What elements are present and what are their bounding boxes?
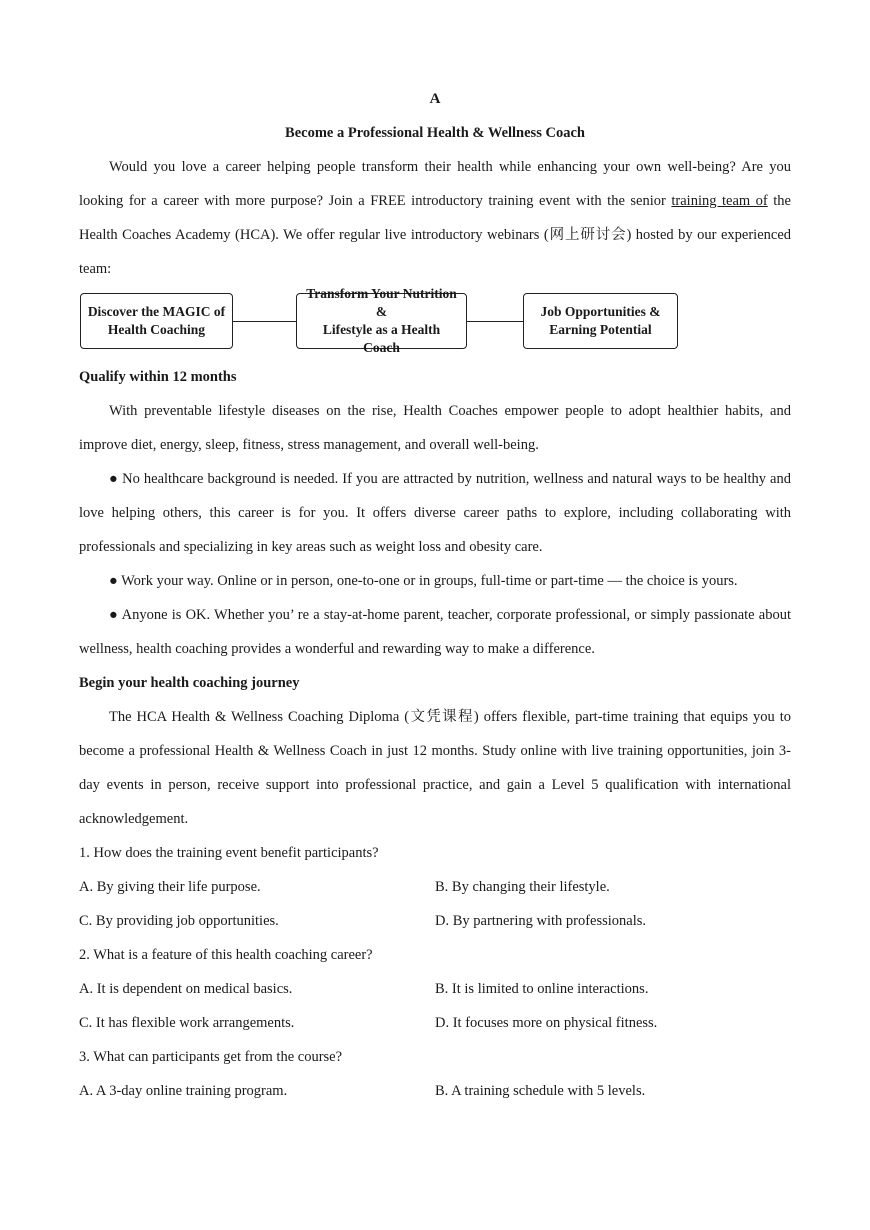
option-a: A. By giving their life purpose.	[79, 879, 261, 895]
webinar-flow-diagram	[79, 286, 791, 358]
question-stem: 1. How does the training event benefit participants?	[79, 845, 379, 861]
option-row	[79, 1074, 791, 1108]
section-heading-qualify: Qualify within 12 months	[79, 369, 237, 385]
option-d: D. By partnering with professionals.	[435, 913, 647, 929]
option-row	[79, 1006, 791, 1040]
question-stem: 3. What can participants get from the course?	[79, 1049, 343, 1065]
option-a: A. A 3-day online training program.	[79, 1083, 288, 1099]
flow-connector	[233, 321, 296, 322]
intro-text-2: the Health Coaches Academy (HCA). We offer regular live introductory webinars (网上研讨会) hosted by our experienced team:	[79, 193, 791, 277]
document-page	[79, 82, 791, 1108]
option-c: C. It has flexible work arrangements.	[79, 1015, 295, 1031]
bullet-item: ● No healthcare background is needed. If you are attracted by nutrition, wellness and natural ways to be healthy and love helping others, this career is for you. It offers diverse career paths to explore, including collaborating with professionals and specializing in key areas such as weight loss and obesity care.	[79, 471, 791, 555]
flow-box-jobs: Job Opportunities & Earning Potential	[523, 293, 678, 349]
option-row	[79, 904, 791, 938]
flow-connector	[467, 321, 523, 322]
intro-underlined-text: training team of	[671, 193, 768, 209]
option-d: D. It focuses more on physical fitness.	[435, 1015, 658, 1031]
option-b: B. A training schedule with 5 levels.	[435, 1083, 646, 1099]
journey-paragraph: The HCA Health & Wellness Coaching Diploma (文凭课程) offers flexible, part-time training that equips you to become a professional Health & Wellness Coach in just 12 months. Study online with live training opportunities, join 3-day events in person, receive support into professional practice, and gain a Level 5 qualification with international acknowledgement.	[79, 709, 791, 827]
section-heading-journey: Begin your health coaching journey	[79, 675, 300, 691]
article-title: Become a Professional Health & Wellness Coach	[285, 125, 585, 141]
option-c: C. By providing job opportunities.	[79, 913, 279, 929]
intro-text-1: Would you love a career helping people transform their health while enhancing your own well-being? Are you looking for a career with more purpose? Join a FREE introductory training event with the senior	[79, 159, 791, 209]
option-b: B. By changing their lifestyle.	[435, 879, 610, 895]
option-a: A. It is dependent on medical basics.	[79, 981, 293, 997]
option-row	[79, 870, 791, 904]
question-stem: 2. What is a feature of this health coaching career?	[79, 947, 373, 963]
bullet-item: ● Work your way. Online or in person, one-to-one or in groups, full-time or part-time — the choice is yours.	[109, 573, 738, 589]
intro-paragraph	[79, 150, 791, 286]
qualify-paragraph: With preventable lifestyle diseases on the rise, Health Coaches empower people to adopt healthier habits, and improve diet, energy, sleep, fitness, stress management, and overall well-being.	[79, 403, 791, 453]
flow-box-discover: Discover the MAGIC of Health Coaching	[80, 293, 233, 349]
bullet-item: ● Anyone is OK. Whether you’ re a stay-at-home parent, teacher, corporate professional, or simply passionate about wellness, health coaching provides a wonderful and rewarding way to make a difference.	[79, 607, 791, 657]
section-letter: A	[429, 91, 441, 107]
option-row	[79, 972, 791, 1006]
flow-box-transform: Transform Your Nutrition & Lifestyle as a Health Coach	[296, 293, 467, 349]
option-b: B. It is limited to online interactions.	[435, 981, 649, 997]
